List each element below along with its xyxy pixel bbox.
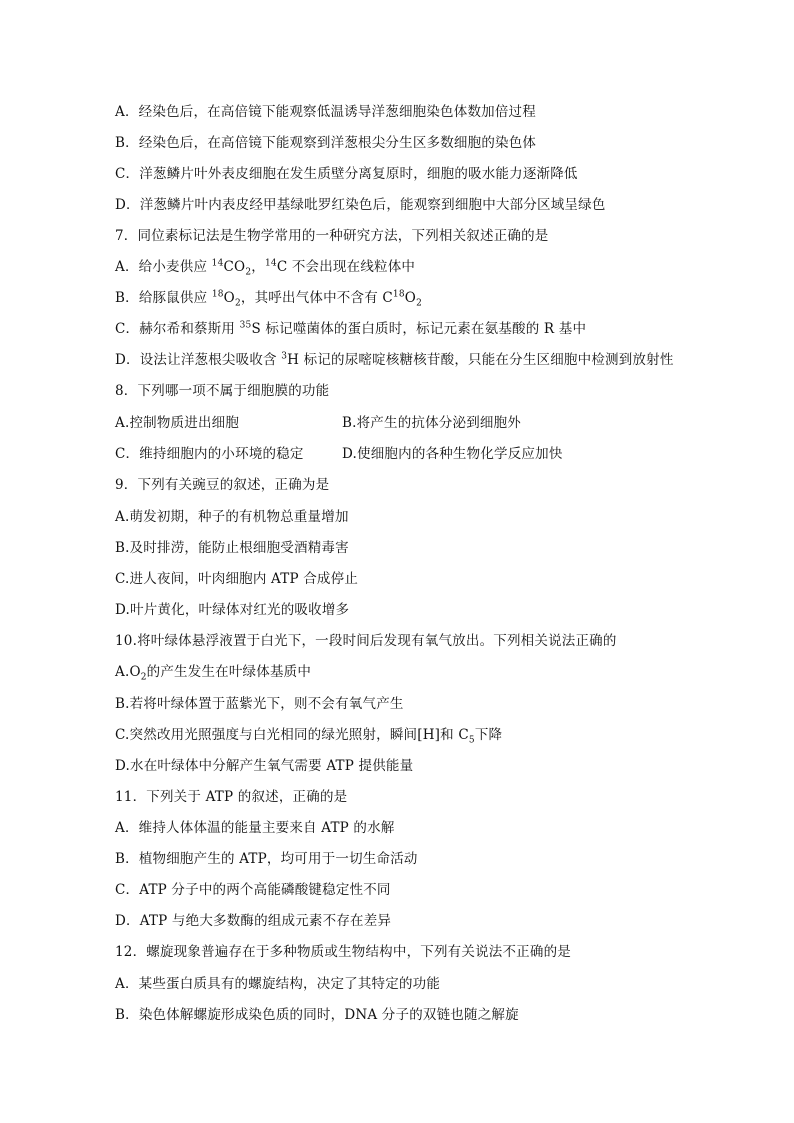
q9-option-c: C.进人夜间，叶肉细胞内 ATP 合成停止 — [115, 571, 359, 587]
q10-option-d: D.水在叶绿体中分解产生氧气需要 ATP 提供能量 — [115, 758, 414, 774]
q12-option-b: B．染色体解螺旋形成染色质的同时，DNA 分子的双链也随之解旋 — [115, 1007, 519, 1023]
q8-option-c: C．维持细胞内的小环境的稳定 — [115, 446, 304, 462]
q7-option-c: C．赫尔希和蔡斯用 $^{35}$S 标记噬菌体的蛋白质时，标记元素在氨基酸的 R 基中 — [115, 320, 587, 337]
q11-option-d: D．ATP 与绝大多数酶的组成元素不存在差异 — [115, 913, 392, 929]
q12-stem: 12．螺旋现象普遍存在于多种物质或生物结构中，下列有关说法不正确的是 — [115, 944, 571, 960]
q11-option-c: C．ATP 分子中的两个高能磷酸键稳定性不同 — [115, 882, 391, 898]
q6-option-c: C．洋葱鳞片叶外表皮细胞在发生质壁分离复原时，细胞的吸水能力逐渐降低 — [115, 166, 578, 182]
q6-option-d: D．洋葱鳞片叶内表皮经甲基绿吡罗红染色后，能观察到细胞中大部分区域呈绿色 — [115, 197, 606, 213]
q7-option-b: B．给豚鼠供应 $^{18}O_2$，其呼出气体中不含有 $C^{18}O_2$ — [115, 289, 422, 309]
q7-option-a: A．给小麦供应 $^{14}CO_2$，$^{14}$C 不会出现在线粒体中 — [115, 258, 416, 278]
q9-option-d: D.叶片黄化，叶绿体对红光的吸收增多 — [115, 602, 350, 618]
q11-stem: 11．下列关于 ATP 的叙述，正确的是 — [115, 789, 348, 805]
q9-option-b: B.及时排涝，能防止根细胞受酒精毒害 — [115, 540, 349, 556]
q8-option-d: D.使细胞内的各种生物化学反应加快 — [342, 446, 563, 462]
q8-stem: 8．下列哪一项不属于细胞膜的功能 — [115, 383, 330, 399]
q9-option-a: A.萌发初期，种子的有机物总重量增加 — [115, 509, 349, 525]
q8-option-b: B.将产生的抗体分泌到细胞外 — [342, 415, 522, 431]
q12-option-a: A．某些蛋白质具有的螺旋结构，决定了其特定的功能 — [115, 976, 441, 992]
q10-option-a: $A.O_2$的产生发生在叶绿体基质中 — [115, 664, 312, 683]
q6-option-a: A．经染色后，在高倍镜下能观察低温诱导洋葱细胞染色体数加倍过程 — [115, 104, 536, 120]
q10-stem: 10.将叶绿体悬浮液置于白光下，一段时间后发现有氧气放出。下列相关说法正确的 — [115, 633, 617, 649]
q7-option-d: D．设法让洋葱根尖吸收含 $^3$H 标记的尿嘧啶核糖核苷酸，只能在分生区细胞中检测到放射性 — [115, 351, 674, 368]
q11-option-b: B．植物细胞产生的 ATP，均可用于一切生命活动 — [115, 851, 418, 867]
q9-stem: 9．下列有关豌豆的叙述，正确为是 — [115, 477, 330, 493]
q6-option-b: B．经染色后，在高倍镜下能观察到洋葱根尖分生区多数细胞的染色体 — [115, 135, 537, 151]
q10-option-b: B.若将叶绿体置于蓝紫光下，则不会有氧气产生 — [115, 696, 404, 712]
q8-option-a: A.控制物质进出细胞 — [115, 415, 240, 431]
q11-option-a: A．维持人体体温的能量主要来自 ATP 的水解 — [115, 820, 395, 836]
q10-option-c: C.突然改用光照强度与白光相同的绿光照射，瞬间[H]和 $C_5$下降 — [115, 727, 503, 746]
q7-stem: 7．同位素标记法是生物学常用的一种研究方法，下列相关叙述正确的是 — [115, 228, 549, 244]
